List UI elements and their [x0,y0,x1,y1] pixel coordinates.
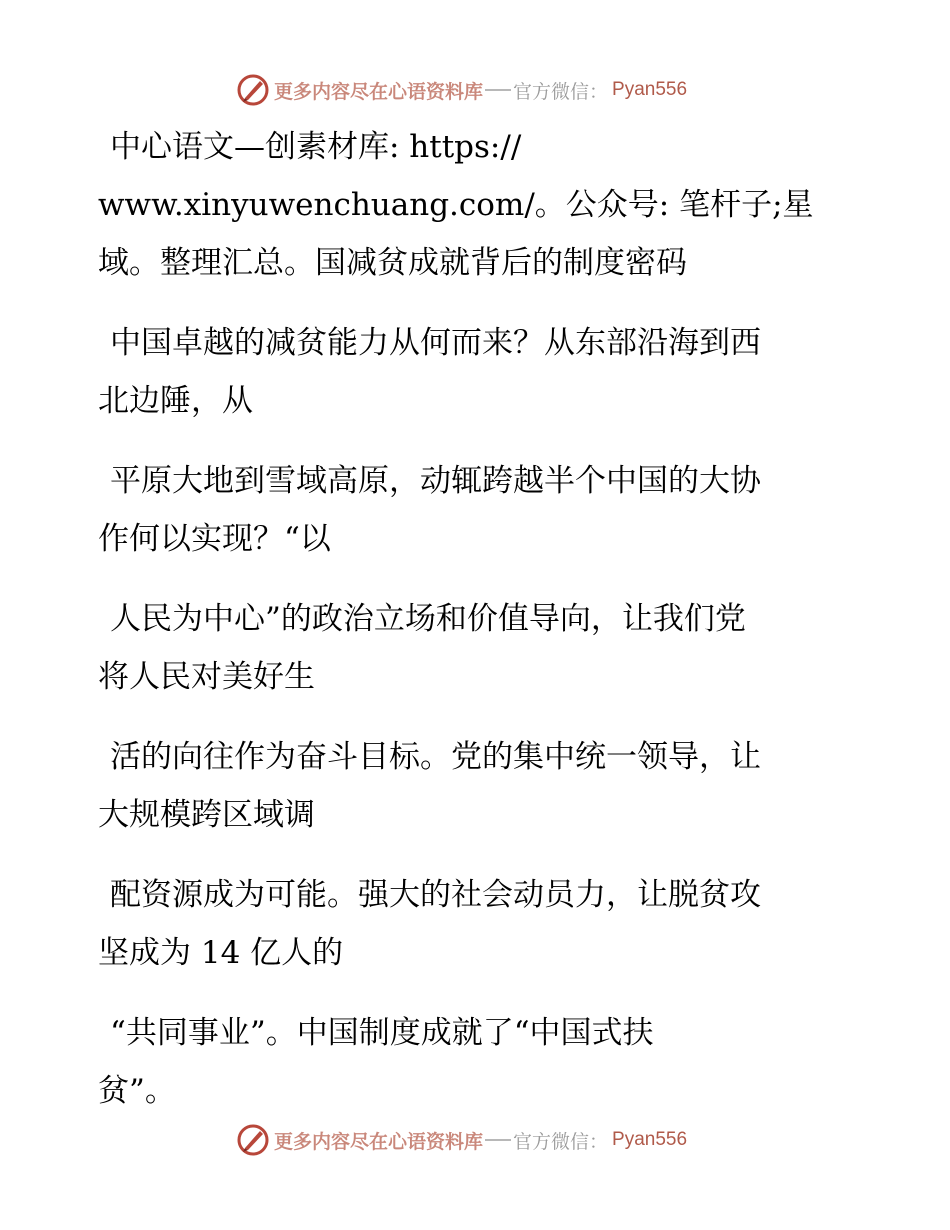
banner-dash [485,1139,511,1141]
banner-dash [485,89,511,91]
text-line: “共同事业”。中国制度成就了“中国式扶 [110,1015,654,1051]
paragraph [98,1004,858,1120]
text-line: 域。整理汇总。国减贫成就背后的制度密码 [98,245,687,281]
text-line: 坚成为 14 亿人的 [98,935,344,971]
text-line: 中心语文—创素材库: https:// [110,129,522,165]
document-body [98,118,858,1142]
banner-official-label: 官方微信： [513,1130,609,1153]
text-line: 配资源成为可能。强大的社会动员力，让脱贫攻 [110,877,761,913]
paragraph [98,118,858,292]
text-line: 贫”。 [98,1073,176,1109]
paragraph [98,314,858,430]
text-line: 北边陲，从 [98,383,253,419]
paragraph [98,452,858,568]
banner-official-label: 官方微信： [513,80,609,103]
footer-banner [236,1122,687,1158]
logo-pen-icon [236,1123,270,1157]
text-line: 活的向往作为奋斗目标。党的集中统一领导，让 [110,739,761,775]
paragraph [98,866,858,982]
paragraph [98,728,858,844]
logo-pen-icon [236,73,270,107]
text-line: 中国卓越的减贫能力从何而来？从东部沿海到西 [110,325,761,361]
text-line: 作何以实现？“以 [98,521,331,557]
paragraph [98,590,858,706]
text-line: 将人民对美好生 [98,659,315,695]
banner-wechat-id: Pyan556 [612,79,688,100]
header-banner [236,72,687,108]
text-line: 大规模跨区域调 [98,797,315,833]
banner-main-text: 更多内容尽在心语资料库 [274,1130,484,1153]
banner-main-text: 更多内容尽在心语资料库 [274,80,484,103]
text-line: 平原大地到雪域高原，动辄跨越半个中国的大协 [110,463,761,499]
banner-wechat-id: Pyan556 [612,1129,688,1150]
text-line: www.xinyuwenchuang.com/。公众号: 笔杆子;星 [98,187,814,223]
text-line: 人民为中心”的政治立场和价值导向，让我们党 [110,601,746,637]
